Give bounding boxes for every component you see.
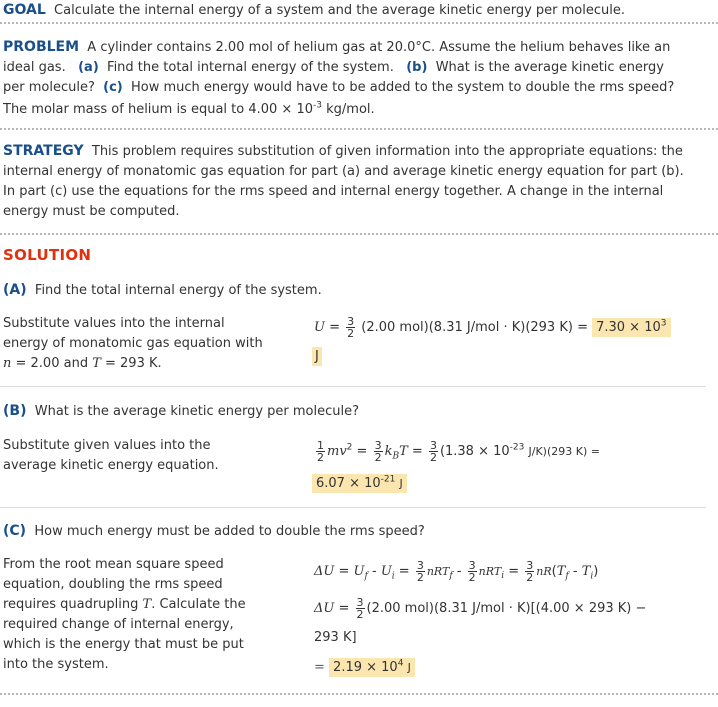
part-b-result (312, 474, 407, 493)
problem-line1: A cylinder contains 2.00 mol of helium gas at 20.0°C. Assume the helium behaves like an (87, 40, 671, 55)
part-c-desc-post: . Calculate the (151, 597, 246, 612)
problem-part-c-text: How much energy would have to be added to the system to double the rms speed? (130, 80, 675, 95)
part-c-desc-line: required change of internal energy, (3, 617, 234, 632)
part-b-equation: $\frac{1}{2}$ $mv^2$ = $\frac{3}{2}$ $k_BT$ = $\frac{3}{2}$ ($1.38 \times 10^{-23}$ J/K)(293 K) = (317, 439, 600, 464)
part-b-title: What is the average kinetic energy per molecule? (34, 404, 360, 419)
part-a-result (592, 318, 670, 337)
part-b-result-exp: -21 (380, 474, 396, 485)
part-c-result-line: = $2.19 \times 10^4$ J (314, 658, 415, 678)
frac-den: 2 (347, 327, 355, 340)
problem-part-a-text: Find the total internal energy of the system. (107, 60, 394, 75)
goal-label: GOAL (3, 2, 46, 18)
divider (0, 386, 706, 387)
problem-line3-pre: per molecule? (3, 80, 95, 95)
part-b-marker: (b) (406, 60, 428, 75)
separator (0, 128, 718, 130)
part-c-eq2-cont: 293 K] (314, 630, 357, 645)
part-a-result-unit-box (312, 347, 322, 367)
strategy-line2: internal energy of monatomic gas equation for part (a) and average kinetic energy equation for part (b). (3, 164, 684, 179)
part-a-desc-end: = 293 K. (100, 356, 162, 371)
fraction (429, 440, 438, 463)
part-a-marker: (a) (78, 60, 99, 75)
frac-den: 2 (374, 451, 382, 464)
var-mv: mv (327, 444, 347, 459)
part-c-result-exp: 4 (397, 658, 404, 669)
strategy-line1: This problem requires substitution of given information into the appropriate equations: the (91, 144, 683, 159)
part-b-label: (B) (3, 403, 27, 419)
part-b-description (3, 436, 293, 476)
part-b-eq-body: (1.38 × 10 (439, 444, 510, 459)
var-t: T (142, 597, 152, 612)
part-a-title: Find the total internal energy of the system. (34, 283, 322, 298)
strategy-line4: energy must be computed. (3, 204, 180, 219)
var-n: n (3, 356, 12, 371)
problem-block (3, 37, 713, 120)
separator (0, 22, 718, 24)
part-c-desc-line: From the root mean square speed (3, 557, 224, 572)
part-c-label: (C) (3, 523, 27, 539)
separator (0, 693, 718, 695)
fraction: $\frac{3}{2}$ (526, 559, 534, 584)
fraction (316, 440, 325, 463)
part-b-desc-line: average kinetic energy equation. (3, 458, 219, 473)
separator (0, 233, 718, 235)
part-a-label: (A) (3, 282, 27, 298)
part-b-result-unit: J (399, 477, 403, 490)
var-t: T (399, 444, 408, 459)
var-t: T (92, 356, 101, 371)
fraction (374, 440, 383, 463)
part-c-result-value: 2.19 × 10 (333, 660, 398, 675)
part-c-heading (3, 521, 425, 542)
goal-text: Calculate the internal energy of a system and the average kinetic energy per molecule. (54, 3, 625, 18)
frac-num: 1 (317, 439, 324, 452)
var-u: U (314, 320, 325, 335)
part-a-description (3, 314, 293, 374)
fraction (346, 316, 355, 339)
var-k: k (384, 444, 393, 459)
frac-num: 3 (429, 439, 437, 452)
part-a-result-value: 7.30 × 10 (596, 320, 661, 335)
molar-mass-text: The molar mass of helium is equal to 4.00 × 10 (3, 102, 313, 117)
part-c-result (329, 658, 415, 677)
solution-heading: SOLUTION (3, 246, 92, 264)
part-b-desc-line: Substitute given values into the (3, 438, 211, 453)
molar-mass-exponent: -3 (313, 100, 322, 111)
part-c-desc-line: which is the energy that must be put (3, 637, 244, 652)
part-a-desc-mid: = 2.00 and (11, 356, 93, 371)
part-a-result-unit: J (312, 347, 322, 366)
part-c-desc-line: equation, doubling the rms speed (3, 577, 223, 592)
part-a-equation: U = $\frac{3}{2}$ (2.00 mol)(8.31 J/mol · K)(293 $K) = 7.30 \times 10^3$ (314, 316, 671, 339)
strategy-label: STRATEGY (3, 143, 84, 159)
frac-den: 2 (317, 451, 324, 464)
part-c-equation-2: ΔU = $\frac{3}{2}$ (2.00 mol)(8.31 J/mol · K)[(4.00 × 293 K) − (314, 596, 647, 621)
problem-label: PROBLEM (3, 39, 80, 55)
fraction: $\frac{3}{2}$ (416, 559, 424, 584)
strategy-line3: In part (c) use the equations for the rms speed and internal energy together. A change in the internal (3, 184, 664, 199)
part-b-heading (3, 401, 359, 422)
frac-num: 3 (374, 439, 382, 452)
strategy-block (3, 141, 715, 222)
frac-den: 2 (429, 451, 437, 464)
problem-part-b-text: What is the average kinetic energy (435, 60, 664, 75)
molar-mass-unit: kg/mol. (326, 102, 375, 117)
divider (0, 507, 706, 508)
part-b-result-box (312, 474, 407, 494)
part-c-desc-pre: requires quadrupling (3, 597, 143, 612)
part-b-result-value: 6.07 × 10 (316, 476, 381, 491)
var-k-sub: B (392, 451, 400, 462)
part-c-desc-line: into the system. (3, 657, 109, 672)
fraction: $\frac{3}{2}$ (468, 559, 476, 584)
part-a-desc-line: Substitute values into the internal (3, 316, 225, 331)
part-a-eq-body: (2.00 mol)(8.31 J/mol · K)(293 K) = (361, 320, 588, 335)
part-a-desc-line: energy of monatomic gas equation with (3, 336, 263, 351)
part-a-result-exp: 3 (660, 318, 667, 329)
part-c-result-unit: J (407, 661, 411, 674)
part-c-title: How much energy must be added to double the rms speed? (34, 524, 425, 539)
part-c-equation-1: $\Delta U = U_f - U_i$ = $\frac{3}{2}$ nRT$_f$ - $\frac{3}{2}$ nRT$_i$ = $\frac{3}{2}$ $nR(T_f - T_i)$ (314, 559, 599, 584)
part-c-description (3, 555, 303, 675)
part-b-eq-exp: -23 (509, 442, 525, 453)
part-c-eq2-body: (2.00 mol)(8.31 J/mol · K)[(4.00 × 293 K) − (366, 601, 647, 616)
goal-line (3, 0, 625, 21)
frac-num: 3 (347, 315, 355, 328)
part-b-eq-tail: J/K)(293 K) = (528, 445, 600, 458)
problem-line2-pre: ideal gas. (3, 60, 66, 75)
fraction: $\frac{3}{2}$ (356, 596, 364, 621)
part-c-marker: (c) (103, 80, 123, 95)
part-a-heading (3, 280, 322, 301)
